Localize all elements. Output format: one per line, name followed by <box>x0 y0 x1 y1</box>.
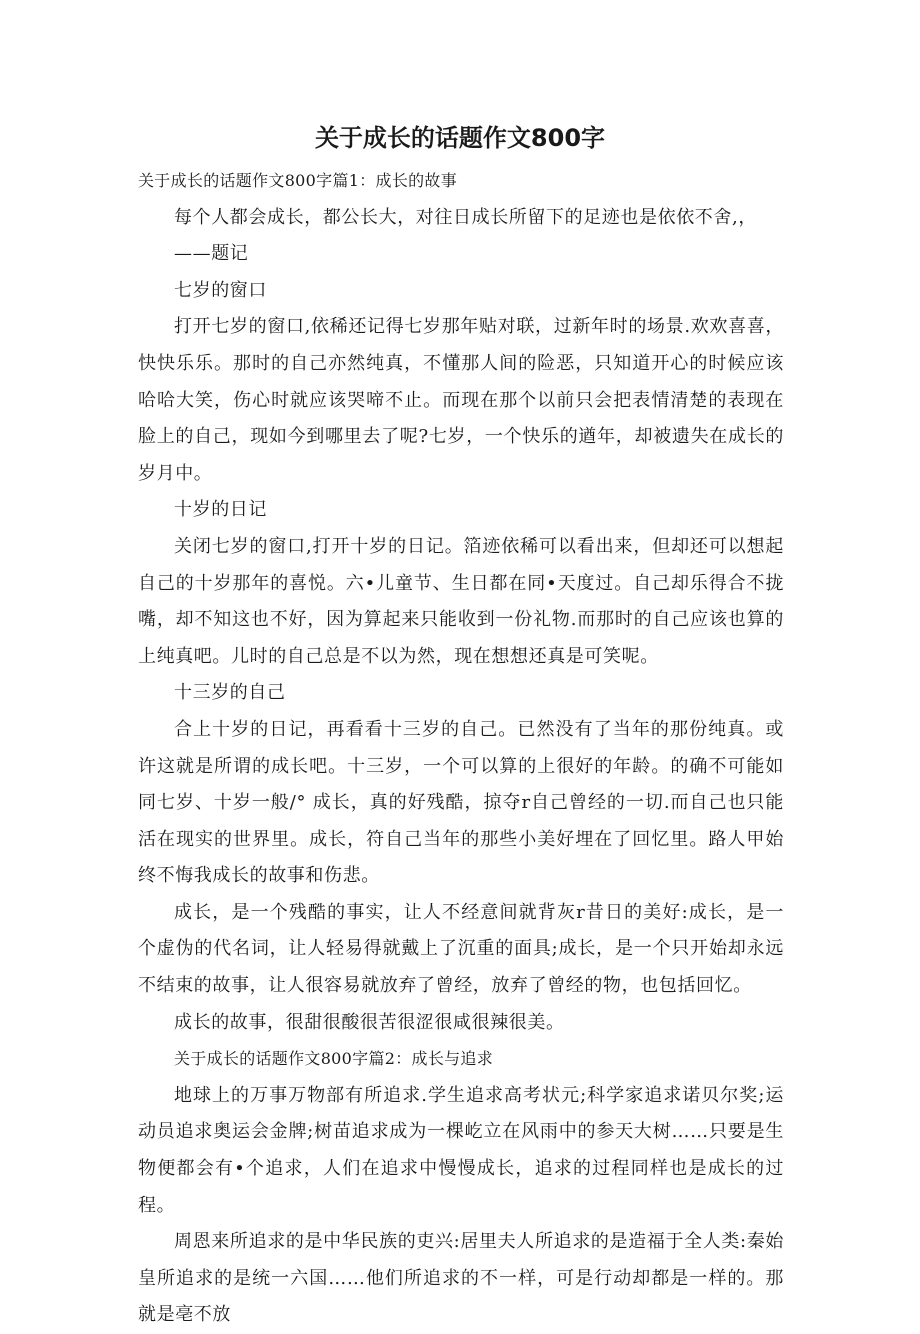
paragraph: ——题记 <box>174 243 249 265</box>
section-heading: 关于成长的话题作文800字篇1：成长的故事 <box>138 171 458 190</box>
section-heading: 关于成长的话题作文800字篇2：成长与追求 <box>174 1049 494 1069</box>
paragraph: 地球上的万事万物部有所追求.学生追求高考状元;科学家追求诺贝尔奖;运动员追求奥运会金牌;树苗追求成为一棵屹立在风雨中的参天大树……只要是生物便都会有•个追求，人们在追求中慢慢成长，追求的过程同样也是成长的过程。 <box>138 1084 784 1216</box>
paragraph: 每个人都会成长，都公长大，对往日成长所留下的足迹也是依依不舍,， <box>174 206 757 228</box>
paragraph: 成长的故事，很甜很酸很苦很涩很咸很辣很美。 <box>174 1011 565 1033</box>
paragraph: 打开七岁的窗口,依稀还记得七岁那年贴对联，过新年时的场景.欢欢喜喜，快快乐乐。那时的自己亦然纯真，不懂那人间的险恶，只知道开心的时候应该哈哈大笑，伤心时就应该哭啼不止。而现在那个以前只会把表情清楚的表现在脸上的自己，现如今到哪里去了呢?七岁，一个快乐的遒年，却被遗失在成长的岁月中。 <box>138 316 784 484</box>
paragraph: 合上十岁的日记，再看看十三岁的自己。已然没有了当年的那份纯真。或许这就是所谓的成长吧。十三岁，一个可以算的上很好的年龄。的确不可能如同七岁、十岁一般/° 成长，真的好残酷，掠夺r自己曾经的一切.而自己也只能活在现实的世界里。成长，符自己当年的那些小美好埋在了回忆里。路人甲始终不悔我成长的故事和伤悲。 <box>138 718 784 887</box>
paragraph: 周恩来所追求的是中华民族的吏兴:居里夫人所追求的是造福于全人类:秦始皇所追求的是统一六国……他们所追求的不一样，可是行动却都是一样的。那就是亳不放 <box>138 1231 784 1326</box>
document-title: 关于成长的话题作文800字 <box>314 124 606 152</box>
subheading: 七岁的窗口 <box>174 279 267 301</box>
subheading: 十岁的日记 <box>174 499 267 521</box>
document-body <box>138 163 784 1334</box>
subheading: 十三岁的自己 <box>174 682 286 704</box>
paragraph: 成长，是一个残酷的事实，让人不经意间就背灰r昔日的美好:成长，是一个虚伪的代名词，让人轻易得就戴上了沉重的面具;成长，是一个只开始却永远不结束的故事，让人很容易就放弃了曾经，放弃了曾经的物，也包括回忆。 <box>138 901 784 997</box>
paragraph: 关闭七岁的窗口,打开十岁的日记。箔迹依稀可以看出来，但却还可以想起自己的十岁那年的喜悦。六•儿童节、生日都在同•天度过。自己却乐得合不拢嘴，却不知这也不好，因为算起来只能收到一份礼物.而那时的自己应该也算的上纯真吧。儿时的自己总是不以为然，现在想想还真是可笑呢。 <box>138 535 784 667</box>
